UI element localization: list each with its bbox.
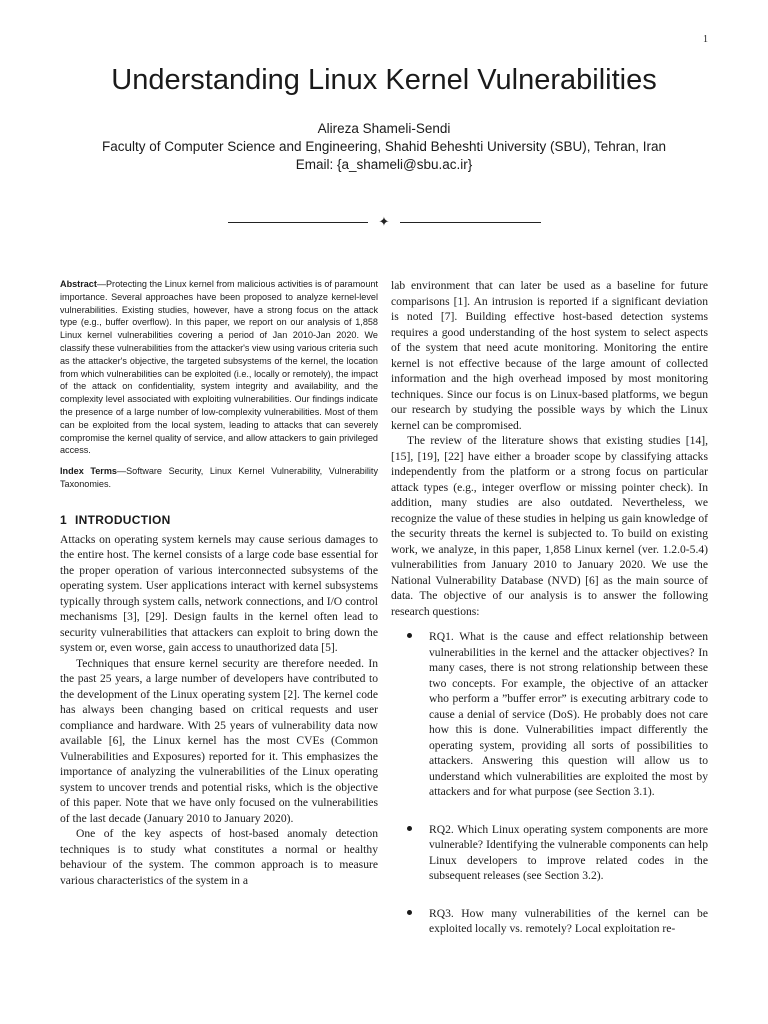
research-question-text: RQ1. What is the cause and effect relationship between vulnerabilities in the kernel and the attacker objectives? In many cases, there is not strong relationship between these two concepts. For example, the objective of an attacker who perform a ”buffer error” is executing arbitrary code to cause a denial of service (DoS). He probably does not care how this is done. Vulnerabilities impact differently the operating system, providing all sorts of possibilities to attackers. Answering this question will allow us to understand which vulnerabilities are exploited the most by attackers and for what purpose (see Section 3.1).	[429, 630, 708, 798]
index-terms	[60, 465, 378, 491]
research-question-text: RQ2. Which Linux operating system components are more vulnerable? Identifying the vulnerable components can help Linux developers to improve related codes in the subsequent releases (see Section 3.2).	[429, 822, 708, 882]
author-name: Alireza Shameli-Sendi	[317, 121, 451, 136]
index-terms-label: Index Terms	[60, 466, 117, 477]
author-affiliation: Faculty of Computer Science and Engineering, Shahid Beheshti University (SBU), Tehran, Iran	[101, 139, 667, 154]
research-question-1	[391, 629, 708, 800]
bullet-icon	[407, 910, 412, 915]
section-heading-introduction	[60, 513, 378, 527]
paper-title: Understanding Linux Kernel Vulnerabilities	[111, 64, 657, 96]
bullet-icon	[407, 826, 412, 831]
intro-paragraph-1: Attacks on operating system kernels may cause serious damages to the entire host. The kernel consists of a large code base essential for the proper operation of various interconnected subsystems of the operating system. User applications interact with kernel subsystems typically through system calls, network connections, and I/O control mechanisms [3], [29]. Design faults in the kernel often lead to security vulnerabilities that attackers can exploit to bring down the system or, even worse, gain access to unauthorized data [5].	[60, 532, 378, 655]
research-questions-list	[391, 629, 708, 937]
research-question-text: RQ3. How many vulnerabilities of the kernel can be exploited locally vs. remotely? Local exploitation re-	[429, 906, 708, 935]
abstract	[60, 278, 378, 457]
left-column	[60, 278, 378, 888]
separator-rule-right	[400, 222, 541, 223]
intro-paragraph-2: Techniques that ensure kernel security are therefore needed. In the past 25 years, a large number of developers have contributed to the development of the Linux operating system [2]. The kernel code has always been changing based on critical requests and user compliance and hardware. With 25 years of vulnerability data now available [6], the Linux kernel has the most CVEs (Common Vulnerabilities and Exposures) reported for it. This emphasizes the importance of analyzing the vulnerabilities of the Linux operating system to uncover trends and potential risks, which is the objective of this paper. Note that we have only focused on the vulnerabilities of the last decade (January 2010 to January 2020).	[60, 656, 378, 825]
intro-paragraph-3: One of the key aspects of host-based anomaly detection techniques is to study what constitutes a normal or healthy behaviour of the system. The common approach is to measure various characteristics of the system in a	[60, 827, 378, 887]
research-question-3	[391, 906, 708, 937]
section-title: INTRODUCTION	[74, 512, 171, 527]
index-terms-text: —Software Security, Linux Kernel Vulnerability, Vulnerability Taxonomies.	[60, 466, 378, 489]
page-number: 1	[703, 34, 708, 45]
separator-diamond-icon: ✦	[378, 214, 390, 229]
separator-rule-left	[228, 222, 368, 223]
abstract-label: Abstract	[60, 279, 97, 289]
abstract-text: —Protecting the Linux kernel from malicious activities is of paramount importance. Several approaches have been proposed to analyze kernel-level vulnerabilities. Existing studies, however, have a strong focus on the attack type (e.g., buffer overflow). In this paper, we report on our analysis of 1,858 Linux kernel vulnerabilities covering a period of Jan 2010-Jan 2020. We classify these vulnerabilities from the attacker's view using various criteria such as the attacker's objective, the targeted subsystems of the kernel, the location from which vulnerabilities can be exploited (i.e., locally or remotely), the impact of the attack on confidentiality, system integrity and availability, and the complexity level associated with exploiting vulnerabilities. Our findings indicate the presence of a large number of low-complexity vulnerabilities. Most of them can be exploited from the local system, leading to attacks that can severely compromise the kernel quality of service, and allow attackers to gain privileged access.	[60, 279, 378, 456]
right-column	[391, 278, 708, 952]
bullet-icon	[407, 633, 412, 638]
author-email: Email: {a_shameli@sbu.ac.ir}	[295, 157, 473, 172]
section-number: 1	[60, 512, 67, 527]
research-question-2	[391, 822, 708, 884]
intro-paragraph-4: lab environment that can later be used as a baseline for future comparisons [1]. An intrusion is reported if a significant deviation is noted [7]. Building effective host-based detection systems requires a good understanding of the host system to select aspects of the system that need acute monitoring. Monitoring the entire kernel is not effective because of the large amount of collected information and the high overhead imposed by most monitoring techniques. Since our focus is on Linux-based platforms, we begun our research by studying the possible ways by which the Linux kernel can be compromised.	[391, 279, 708, 432]
title-separator	[0, 213, 768, 233]
intro-paragraph-5: The review of the literature shows that existing studies [14], [15], [19], [22] have either a broader scope by classifying attacks independently from the platform or a strong focus on particular attack types (e.g., integer overflow or missing pointer check). In addition, many studies are also outdated. Nevertheless, we recognize the value of these studies in helping us gain knowledge of the security threats the kernel is subjected to. To build on existing work, we analyze, in this paper, 1,858 Linux kernel (ver. 1.2.0-5.4) vulnerabilities from January 2010 to January 2020. We use the National Vulnerability Database (NVD) [6] as the main source of data. The objective of our analysis is to answer the following research questions:	[391, 434, 708, 618]
author-block	[0, 120, 768, 174]
